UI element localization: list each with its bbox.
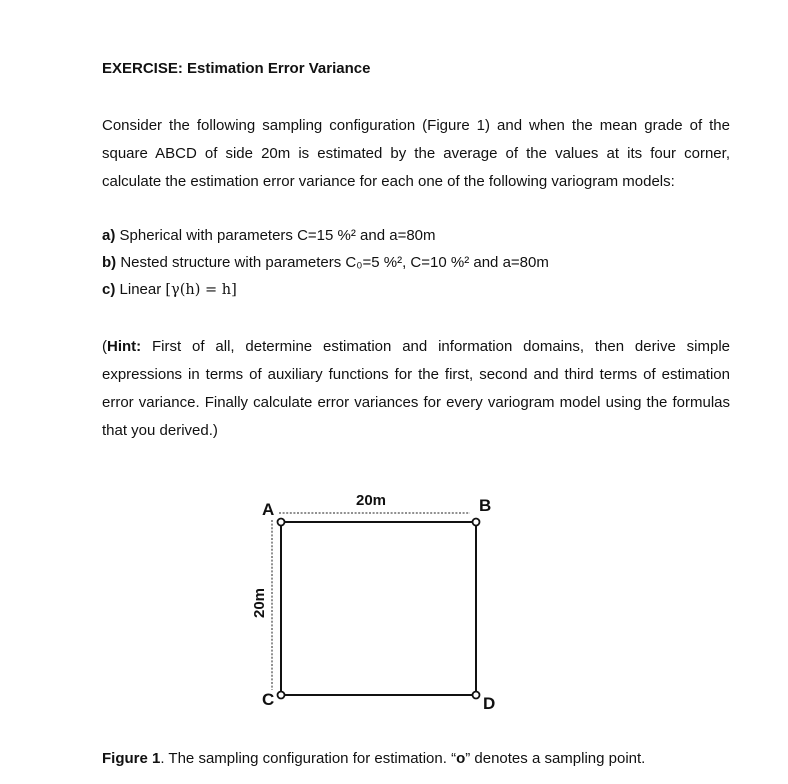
point-label-b: B (479, 496, 492, 515)
point-label-a: A (262, 500, 275, 519)
caption-text-after: ” denotes a sampling point. (465, 750, 646, 767)
hint-open-paren: ( (102, 338, 107, 355)
task-text: Linear (119, 281, 162, 298)
caption-label: Figure 1 (102, 750, 161, 767)
hint-text: First of all, determine estimation and information domains, then derive simple expressions in terms of auxiliary functions for the first, second and third terms of estimation error variance. Finally calculate error variances for every variogram model using the formulas that you derived.) (102, 338, 730, 439)
point-label-c: C (262, 690, 275, 709)
task-label: b) (102, 254, 117, 271)
task-text: Nested structure with parameters C₀=5 %², C=10 %² and a=80m (120, 254, 549, 271)
caption-symbol: o (456, 750, 466, 767)
figure-caption (102, 750, 645, 767)
exercise-title: EXERCISE: Estimation Error Variance (102, 60, 371, 77)
sampling-point-d (473, 692, 480, 699)
point-label-d: D (483, 694, 496, 713)
task-label: c) (102, 281, 116, 298)
top-dimension-label: 20m (356, 492, 387, 509)
hint-label: Hint: (107, 338, 142, 355)
sampling-point-a (278, 519, 285, 526)
sampling-point-c (278, 692, 285, 699)
side-dimension-label: 20m (251, 587, 268, 618)
square-abcd (281, 522, 476, 695)
task-label: a) (102, 227, 116, 244)
intro-paragraph: Consider the following sampling configuration (Figure 1) and when the mean grade of the square ABCD of side 20m is estimated by the average of the values at its four corner, calculate the estimation error variance for each one of the following variogram models: (102, 117, 730, 190)
task-formula: [γ(h) = h] (165, 282, 237, 298)
sampling-point-b (473, 519, 480, 526)
caption-text-before: . The sampling configuration for estimation. “ (160, 750, 457, 767)
task-text: Spherical with parameters C=15 %² and a=80m (119, 227, 436, 244)
